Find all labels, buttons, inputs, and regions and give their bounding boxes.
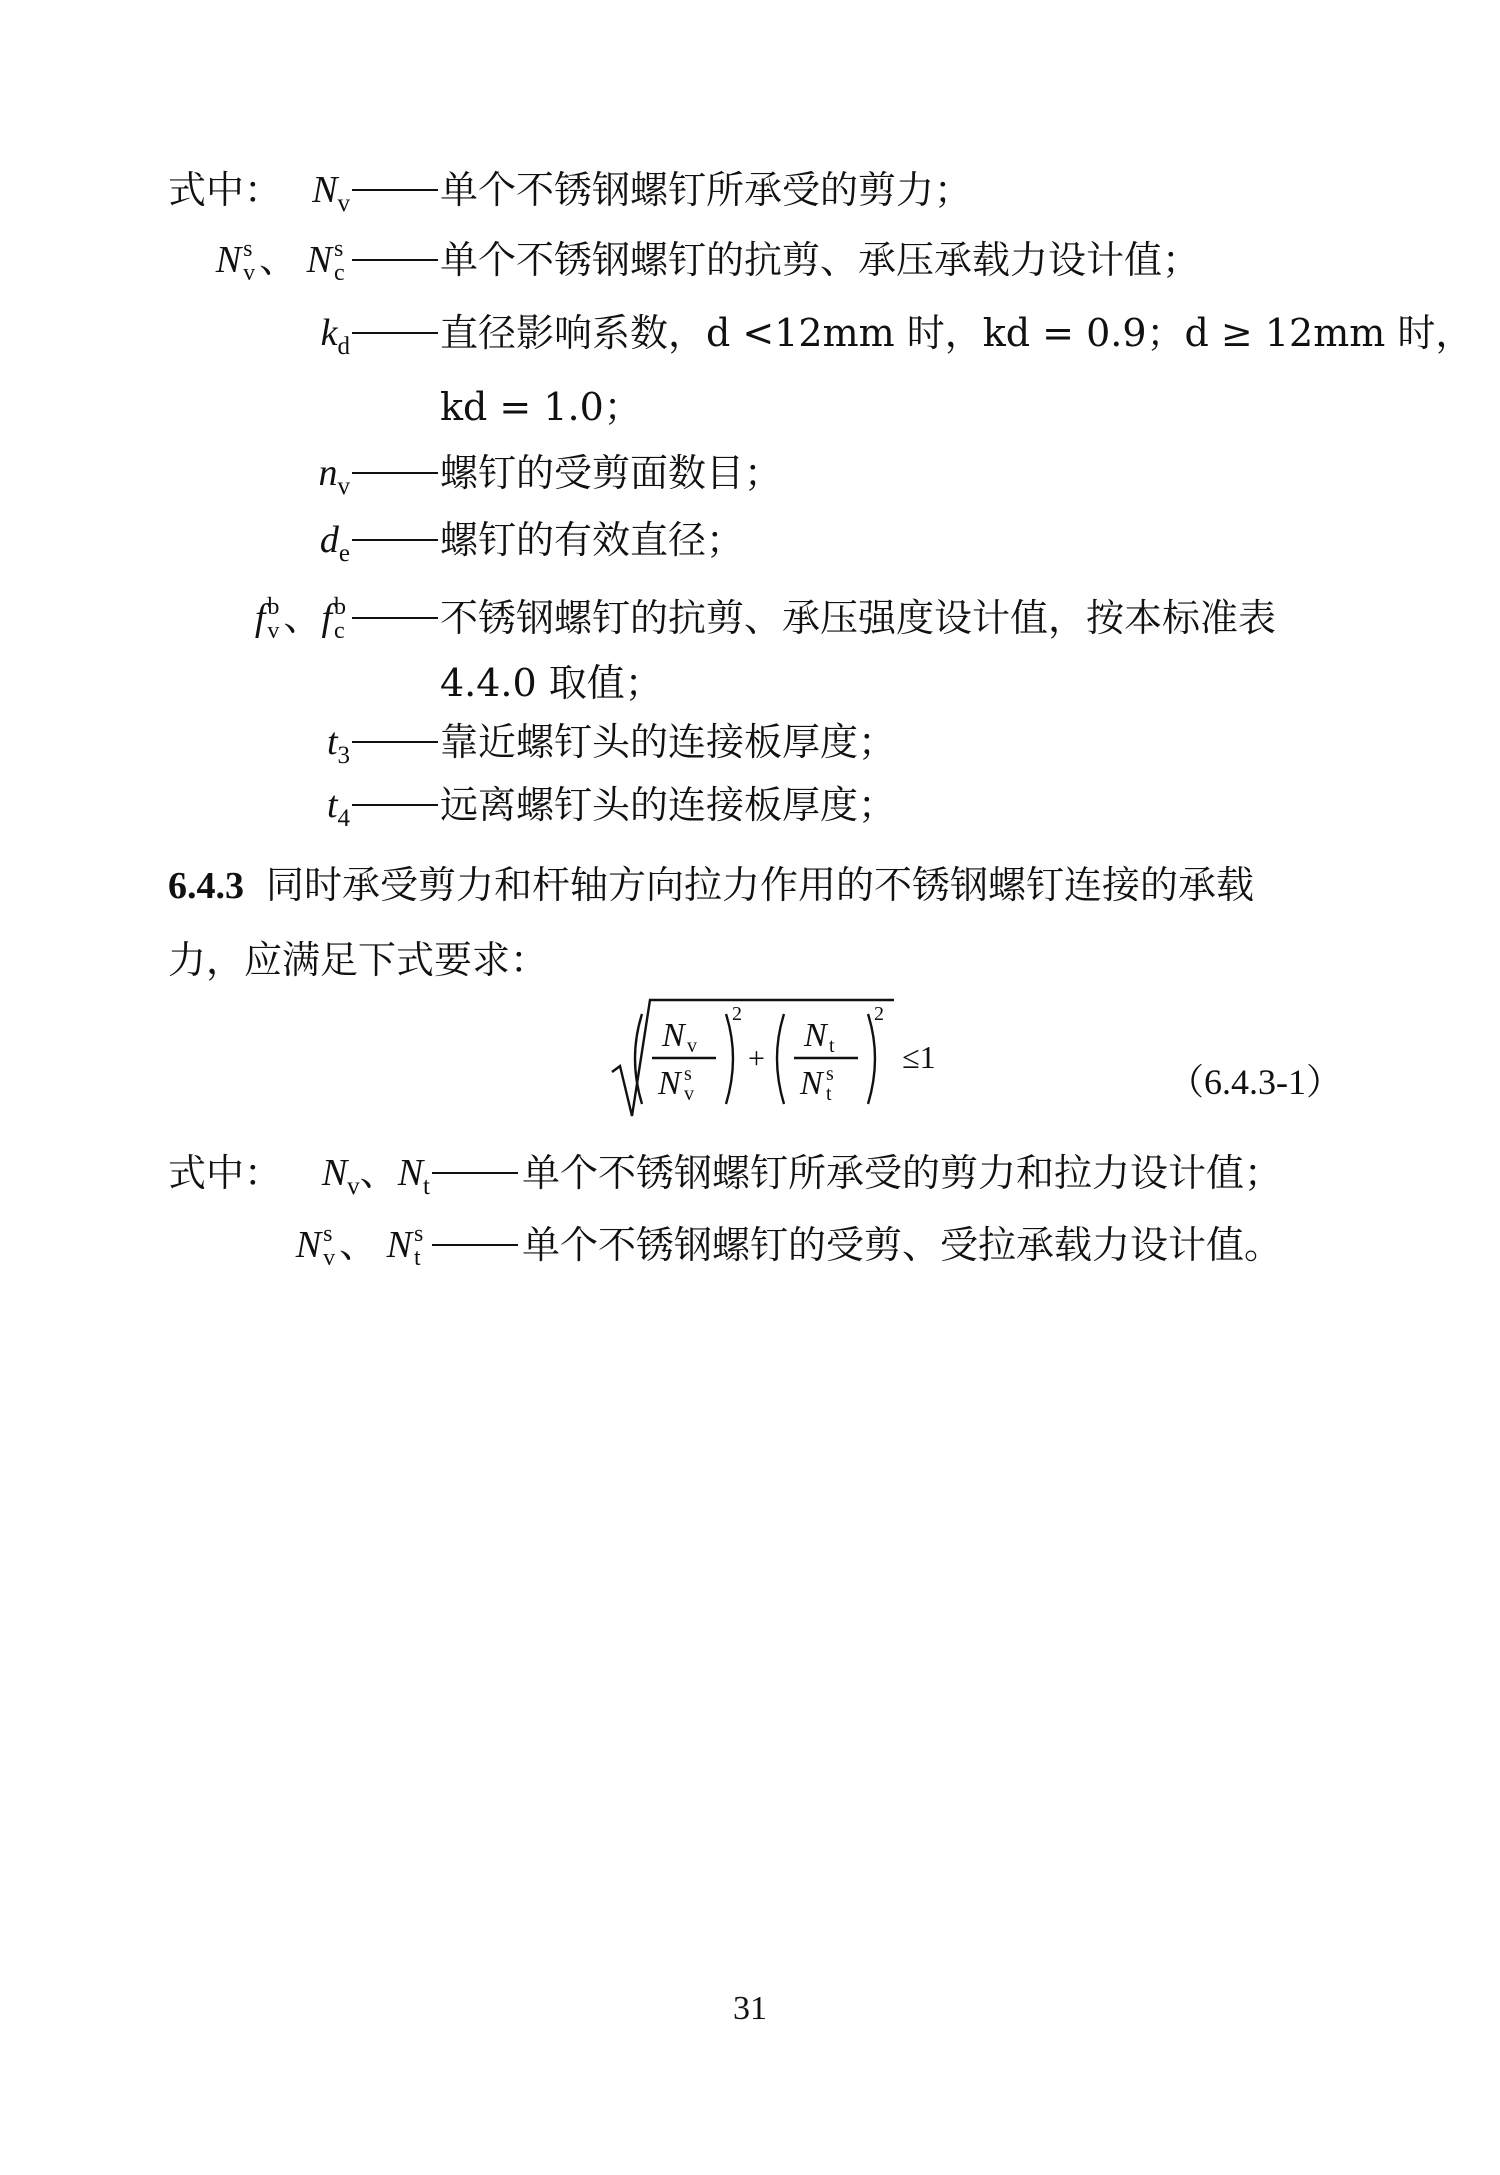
- symbol-nv: $N_v$: [312, 169, 350, 217]
- definition-text: 靠近螺钉头的连接板厚度；: [440, 720, 897, 764]
- definition-text: 远离螺钉头的连接板厚度；: [440, 783, 897, 827]
- definition-dash: [352, 804, 438, 806]
- symbol-de: $d_e$: [319, 519, 350, 567]
- definition-row: [0, 1138, 1500, 1208]
- symbol-t4: $t_4$: [326, 784, 350, 832]
- definition-dash: [352, 189, 438, 191]
- where-label: 式中：: [168, 168, 283, 212]
- clause-text-line2: 力，应满足下式要求：: [168, 938, 549, 982]
- definition-text-cont: kd = 1.0；: [440, 385, 642, 429]
- where-label: 式中：: [168, 1151, 283, 1195]
- svg-text:N: N: [662, 1017, 685, 1054]
- definition-dash: [352, 259, 438, 261]
- definition-row: [0, 155, 1500, 225]
- definition-text: 直径影响系数，d <12mm 时，kd = 0.9；d ≥ 12mm 时，: [440, 311, 1474, 355]
- definition-text: 螺钉的受剪面数目；: [440, 451, 783, 495]
- symbol-t3: $t_3$: [326, 721, 350, 769]
- symbol-nvs-ncs: N s v 、 N s c: [215, 236, 345, 287]
- clause-text-line1: 同时承受剪力和杆轴方向拉力作用的不锈钢螺钉连接的承载: [266, 863, 1255, 907]
- svg-text:v: v: [687, 1035, 697, 1057]
- clause-number: 6.4.3: [168, 865, 244, 907]
- definition-row: [0, 298, 1500, 368]
- definition-row: [0, 583, 1500, 653]
- svg-text:N: N: [800, 1065, 823, 1102]
- definition-dash: [352, 472, 438, 474]
- svg-text:t: t: [829, 1035, 835, 1057]
- svg-text:2: 2: [874, 1003, 884, 1025]
- definition-text-cont: 4.4.0 取值；: [440, 661, 663, 705]
- svg-text:2: 2: [732, 1003, 742, 1025]
- symbol-nvs-nts: N s v 、 N s t: [295, 1221, 424, 1272]
- svg-text:N: N: [658, 1065, 681, 1102]
- svg-text:N: N: [804, 1017, 827, 1054]
- definition-text: 单个不锈钢螺钉所承受的剪力；: [440, 168, 973, 212]
- definition-dash: [352, 539, 438, 541]
- symbol-nv-lower: $n_v$: [318, 452, 350, 500]
- definition-text: 单个不锈钢螺钉所承受的剪力和拉力设计值；: [522, 1151, 1283, 1195]
- equation-rhs: ≤1: [902, 1039, 936, 1075]
- definition-dash: [352, 332, 438, 334]
- page-number: 31: [733, 1990, 767, 2027]
- definition-dash: [352, 617, 438, 619]
- definition-row: [0, 225, 1500, 295]
- svg-text:v: v: [684, 1083, 694, 1105]
- svg-text:s: s: [684, 1063, 692, 1085]
- symbol-fvb-fcb: f b v 、f b c: [254, 594, 346, 645]
- definition-row: [0, 1210, 1500, 1280]
- definition-continuation: [0, 372, 1500, 442]
- definition-text: 单个不锈钢螺钉的抗剪、承压承载力设计值；: [440, 238, 1201, 282]
- clause-paragraph-cont: [168, 925, 548, 995]
- svg-text:t: t: [826, 1083, 832, 1105]
- definition-row: [0, 770, 1500, 840]
- svg-text:s: s: [826, 1063, 834, 1085]
- definition-row: [0, 505, 1500, 575]
- svg-text:+: +: [748, 1042, 765, 1075]
- symbol-nv-nt: $N_v$、$N_t$: [321, 1152, 430, 1200]
- definition-text: 单个不锈钢螺钉的受剪、受拉承载力设计值。: [522, 1223, 1283, 1267]
- symbol-kd: $k_d$: [320, 312, 350, 360]
- clause-paragraph: [168, 850, 1254, 921]
- interaction-formula: [600, 988, 1000, 1128]
- definition-row: [0, 707, 1500, 777]
- definition-text: 不锈钢螺钉的抗剪、承压强度设计值，按本标准表: [440, 596, 1277, 640]
- definition-dash: [432, 1244, 518, 1246]
- definition-dash: [432, 1172, 518, 1174]
- definition-dash: [352, 741, 438, 743]
- equation-number: （6.4.3-1）: [1168, 1062, 1342, 1102]
- definition-row: [0, 438, 1500, 508]
- definition-text: 螺钉的有效直径；: [440, 518, 745, 562]
